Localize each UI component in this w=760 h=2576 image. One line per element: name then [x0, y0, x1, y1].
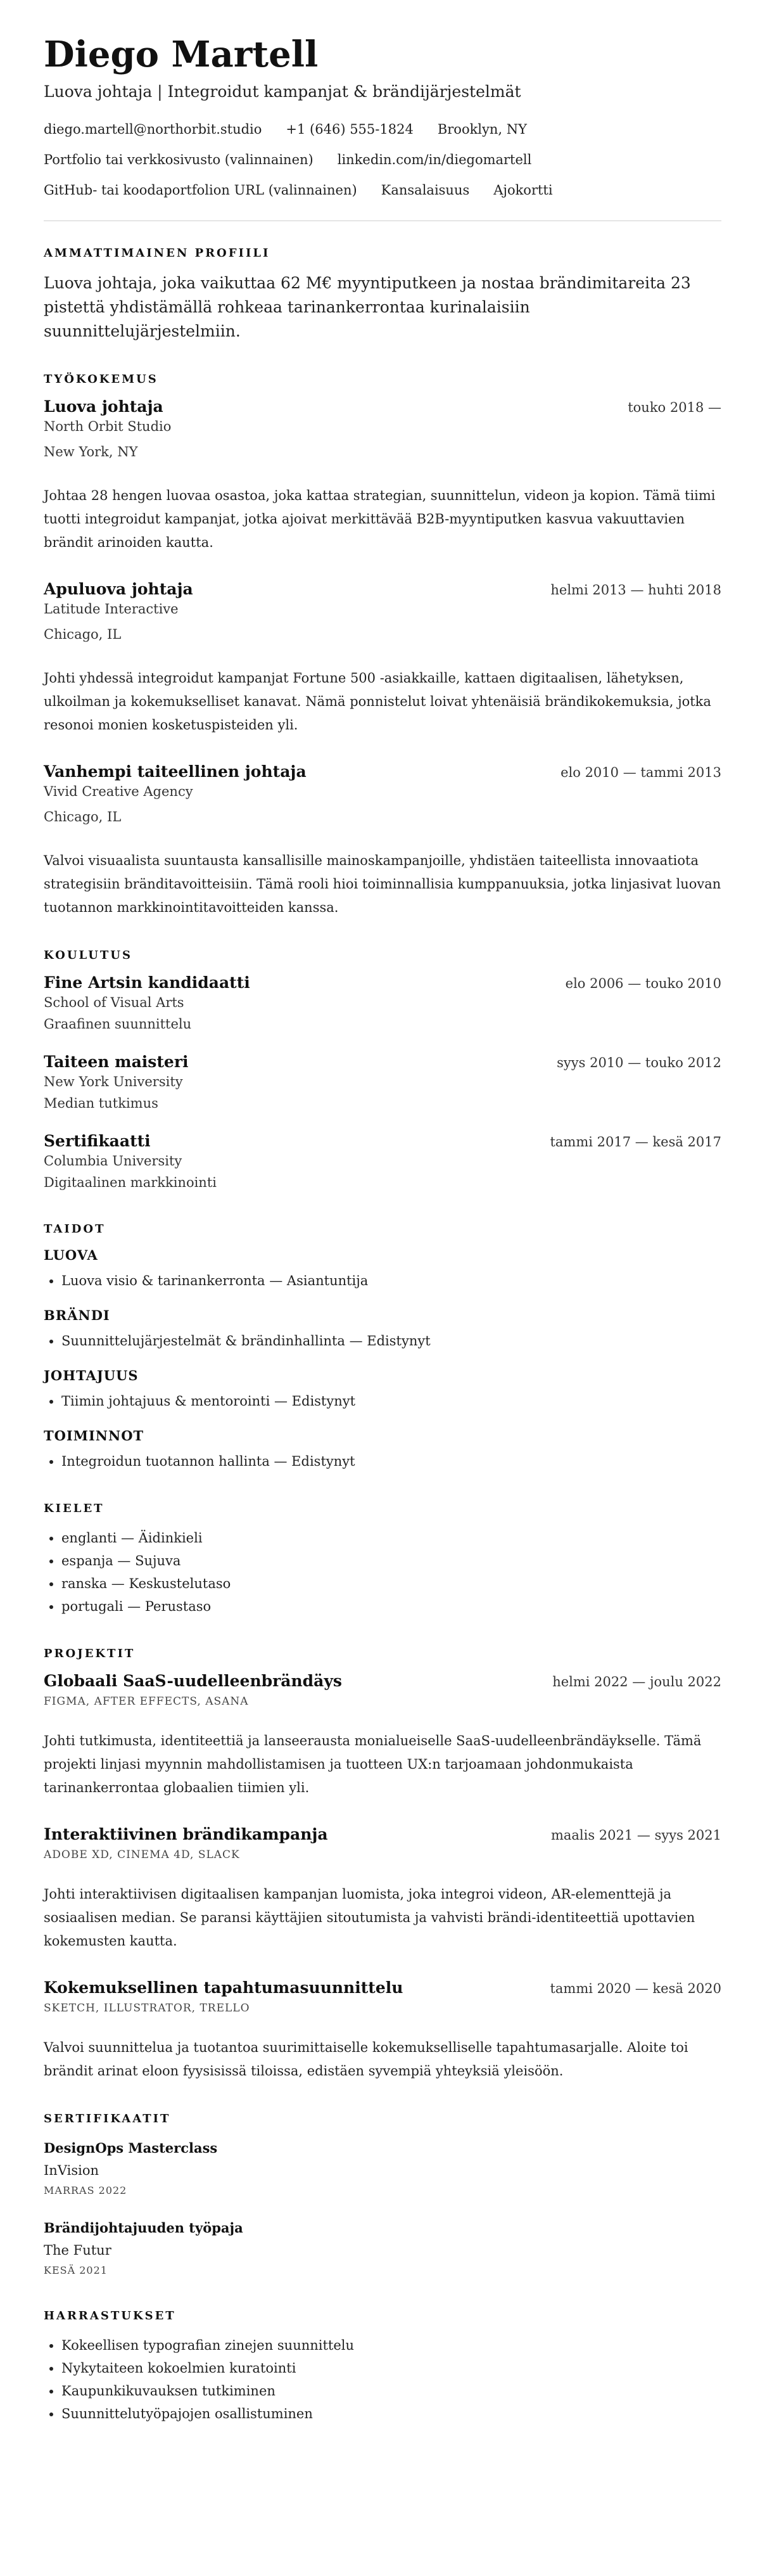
language-item: • espanja — Sujuva — [61, 1549, 721, 1572]
project-dates: maalis 2021 — syys 2021 — [550, 1828, 721, 1843]
certification-name: Brändijohtajuuden työpaja — [44, 2220, 243, 2236]
hobby-item: • Suunnittelutyöpajojen osallistuminen — [61, 2402, 721, 2425]
contact-citizenship: Kansalaisuus — [381, 183, 470, 198]
project-entry — [44, 1825, 721, 1953]
project-description: Johti interaktiivisen digitaalisen kampanjan luomista, joka integroi videon, AR-elementtejä ja sosiaalisen median. Se paransi käyttäjien sitoutumista ja vahvisti brändi-identiteettiä upottavien kokemusten kautta. — [44, 1887, 695, 1949]
section-title: AMMATTIMAINEN PROFIILI — [44, 247, 270, 260]
study-field: Graafinen suunnittelu — [44, 1016, 192, 1032]
education-section — [44, 949, 721, 1193]
project-description: Valvoi suunnittelua ja tuotantoa suurimittaiselle kokemukselliselle tapahtumasarjalle. Aloite toi brändit arinat eloon fyysisissä tiloissa, edistäen syvempiä yhteyksiä yleisöön. — [44, 2040, 688, 2079]
contact-github[interactable]: GitHub- tai koodaportfolion URL (valinnainen) — [44, 183, 357, 198]
experience-entry — [44, 762, 721, 920]
company-name: Vivid Creative Agency — [44, 784, 193, 800]
contact-linkedin[interactable]: linkedin.com/in/diegomartell — [337, 152, 532, 168]
certification-name: DesignOps Masterclass — [44, 2140, 218, 2156]
certifications-section — [44, 2112, 721, 2280]
job-title: Apuluova johtaja — [44, 580, 193, 599]
school-name: New York University — [44, 1074, 183, 1090]
language-item: • ranska — Keskustelutaso — [61, 1572, 721, 1595]
skill-group — [44, 1247, 721, 1292]
profile-section — [44, 247, 721, 343]
contact-portfolio[interactable]: Portfolio tai verkkosivusto (valinnainen) — [44, 152, 314, 168]
skill-item: • Suunnittelujärjestelmät & brändinhallinta — Edistynyt — [61, 1330, 721, 1352]
education-entry — [44, 973, 721, 1035]
contact-phone[interactable]: +1 (646) 555-1824 — [286, 122, 414, 138]
experience-entry — [44, 397, 721, 554]
contact-location: Brooklyn, NY — [437, 122, 528, 138]
skill-item: • Integroidun tuotannon hallinta — Edistynyt — [61, 1450, 721, 1473]
certification-issuer: InVision — [44, 2163, 99, 2179]
section-title: TAIDOT — [44, 1222, 106, 1236]
profile-summary: Luova johtaja, joka vaikuttaa 62 M€ myyntiputkeen ja nostaa brändimitareita 23 pistettä yhdistämällä rohkeaa tarinankerrontaa kurinalaisiin suunnittelujärjestelmiin. — [44, 274, 691, 341]
education-dates: tammi 2017 — kesä 2017 — [550, 1134, 721, 1150]
education-entry — [44, 1053, 721, 1114]
section-title: TYÖKOKEMUS — [44, 373, 158, 387]
certification-date: MARRAS 2022 — [44, 2184, 127, 2197]
job-dates: helmi 2013 — huhti 2018 — [550, 582, 721, 598]
education-dates: elo 2006 — touko 2010 — [565, 976, 721, 992]
project-dates: tammi 2020 — kesä 2020 — [550, 1981, 721, 1997]
degree-title: Fine Artsin kandidaatti — [44, 973, 250, 992]
job-description: Johtaa 28 hengen luovaa osastoa, joka kattaa strategian, suunnittelun, videon ja kopion. Tämä tiimi tuotti integroidut kampanjat, jotka ajoivat merkittävää B2B-myyntiputken kasvua vakuuttavien brändit arinoiden kautta. — [44, 488, 716, 551]
experience-entry — [44, 580, 721, 737]
job-description: Johti yhdessä integroidut kampanjat Fortune 500 -asiakkaille, kattaen digitaalisen, lähetyksen, ulkoilman ja kokemukselliset kanavat. Nämä ponnistelut loivat yhtenäisiä brändikokemuksia, jotka resonoi monien kosketuspisteiden yli. — [44, 670, 711, 733]
section-title: SERTIFIKAATIT — [44, 2112, 171, 2126]
language-item: • portugali — Perustaso — [61, 1595, 721, 1618]
skill-category: LUOVA — [44, 1247, 98, 1264]
project-tools: SKETCH, ILLUSTRATOR, TRELLO — [44, 2002, 250, 2015]
certification-entry — [44, 2217, 721, 2280]
hobby-item: • Kaupunkikuvauksen tutkiminen — [61, 2380, 721, 2402]
hobby-item: • Kokeellisen typografian zinejen suunnittelu — [61, 2334, 721, 2357]
job-title: Luova johtaja — [44, 397, 163, 416]
contact-info — [44, 114, 721, 205]
skill-item: • Tiimin johtajuus & mentorointi — Edistynyt — [61, 1390, 721, 1413]
projects-section — [44, 1647, 721, 2083]
section-title: KOULUTUS — [44, 949, 132, 963]
experience-section — [44, 373, 721, 920]
company-name: North Orbit Studio — [44, 419, 172, 435]
job-dates: elo 2010 — tammi 2013 — [560, 765, 721, 781]
hobbies-section — [44, 2309, 721, 2425]
project-dates: helmi 2022 — joulu 2022 — [552, 1674, 721, 1690]
study-field: Median tutkimus — [44, 1096, 158, 1112]
school-name: School of Visual Arts — [44, 995, 184, 1011]
job-location: Chicago, IL — [44, 809, 122, 825]
certification-issuer: The Futur — [44, 2243, 111, 2259]
hobby-item: • Nykytaiteen kokoelmien kuratointi — [61, 2357, 721, 2380]
job-location: New York, NY — [44, 444, 138, 460]
resume-header — [44, 34, 721, 205]
candidate-name: Diego Martell — [44, 34, 319, 75]
candidate-headline: Luova johtaja | Integroidut kampanjat & brändijärjestelmät — [44, 82, 521, 101]
certification-date: KESÄ 2021 — [44, 2264, 108, 2277]
project-name: Interaktiivinen brändikampanja — [44, 1825, 328, 1844]
resume-page — [44, 0, 721, 2425]
skills-section — [44, 1222, 721, 1473]
project-tools: FIGMA, AFTER EFFECTS, ASANA — [44, 1695, 249, 1708]
education-entry — [44, 1132, 721, 1193]
contact-email[interactable]: diego.martell@northorbit.studio — [44, 122, 262, 138]
skill-group — [44, 1428, 721, 1473]
degree-title: Sertifikaatti — [44, 1132, 151, 1151]
project-name: Globaali SaaS-uudelleenbrändäys — [44, 1672, 342, 1691]
project-name: Kokemuksellinen tapahtumasuunnittelu — [44, 1978, 403, 1997]
job-description: Valvoi visuaalista suuntausta kansallisille mainoskampanjoille, yhdistäen taiteellista innovaatiota strategisiin bränditavoitteisiin. Tämä rooli hioi toiminnallisia kumppanuuksia, jotka linjasivat luovan tuotannon markkinointitavoitteiden kanssa. — [44, 853, 721, 916]
job-location: Chicago, IL — [44, 627, 122, 643]
section-title: KIELET — [44, 1502, 104, 1516]
school-name: Columbia University — [44, 1153, 182, 1169]
contact-license: Ajokortti — [493, 183, 553, 198]
section-title: PROJEKTIT — [44, 1647, 136, 1661]
job-title: Vanhempi taiteellinen johtaja — [44, 762, 307, 781]
skill-group — [44, 1368, 721, 1413]
skill-category: BRÄNDI — [44, 1307, 110, 1324]
skill-group — [44, 1307, 721, 1352]
project-tools: ADOBE XD, CINEMA 4D, SLACK — [44, 1849, 240, 1862]
language-item: • englanti — Äidinkieli — [61, 1527, 721, 1549]
skill-category: TOIMINNOT — [44, 1428, 144, 1444]
project-entry — [44, 1672, 721, 1800]
skill-category: JOHTAJUUS — [44, 1368, 139, 1384]
education-dates: syys 2010 — touko 2012 — [557, 1055, 721, 1071]
study-field: Digitaalinen markkinointi — [44, 1175, 217, 1191]
skill-item: • Luova visio & tarinankerronta — Asiantuntija — [61, 1269, 721, 1292]
languages-section — [44, 1502, 721, 1618]
certification-entry — [44, 2137, 721, 2200]
company-name: Latitude Interactive — [44, 601, 179, 617]
degree-title: Taiteen maisteri — [44, 1053, 189, 1072]
job-dates: touko 2018 — — [628, 400, 721, 416]
project-description: Johti tutkimusta, identiteettiä ja lanseerausta monialueiselle SaaS-uudelleenbrändäykselle. Tämä projekti linjasi myynnin mahdollistamisen ja tuotteen UX:n tarjoamaan johdonmukaista tarinankerrontaa globaalien tiimien yli. — [44, 1733, 702, 1796]
project-entry — [44, 1978, 721, 2083]
section-title: HARRASTUKSET — [44, 2309, 176, 2323]
